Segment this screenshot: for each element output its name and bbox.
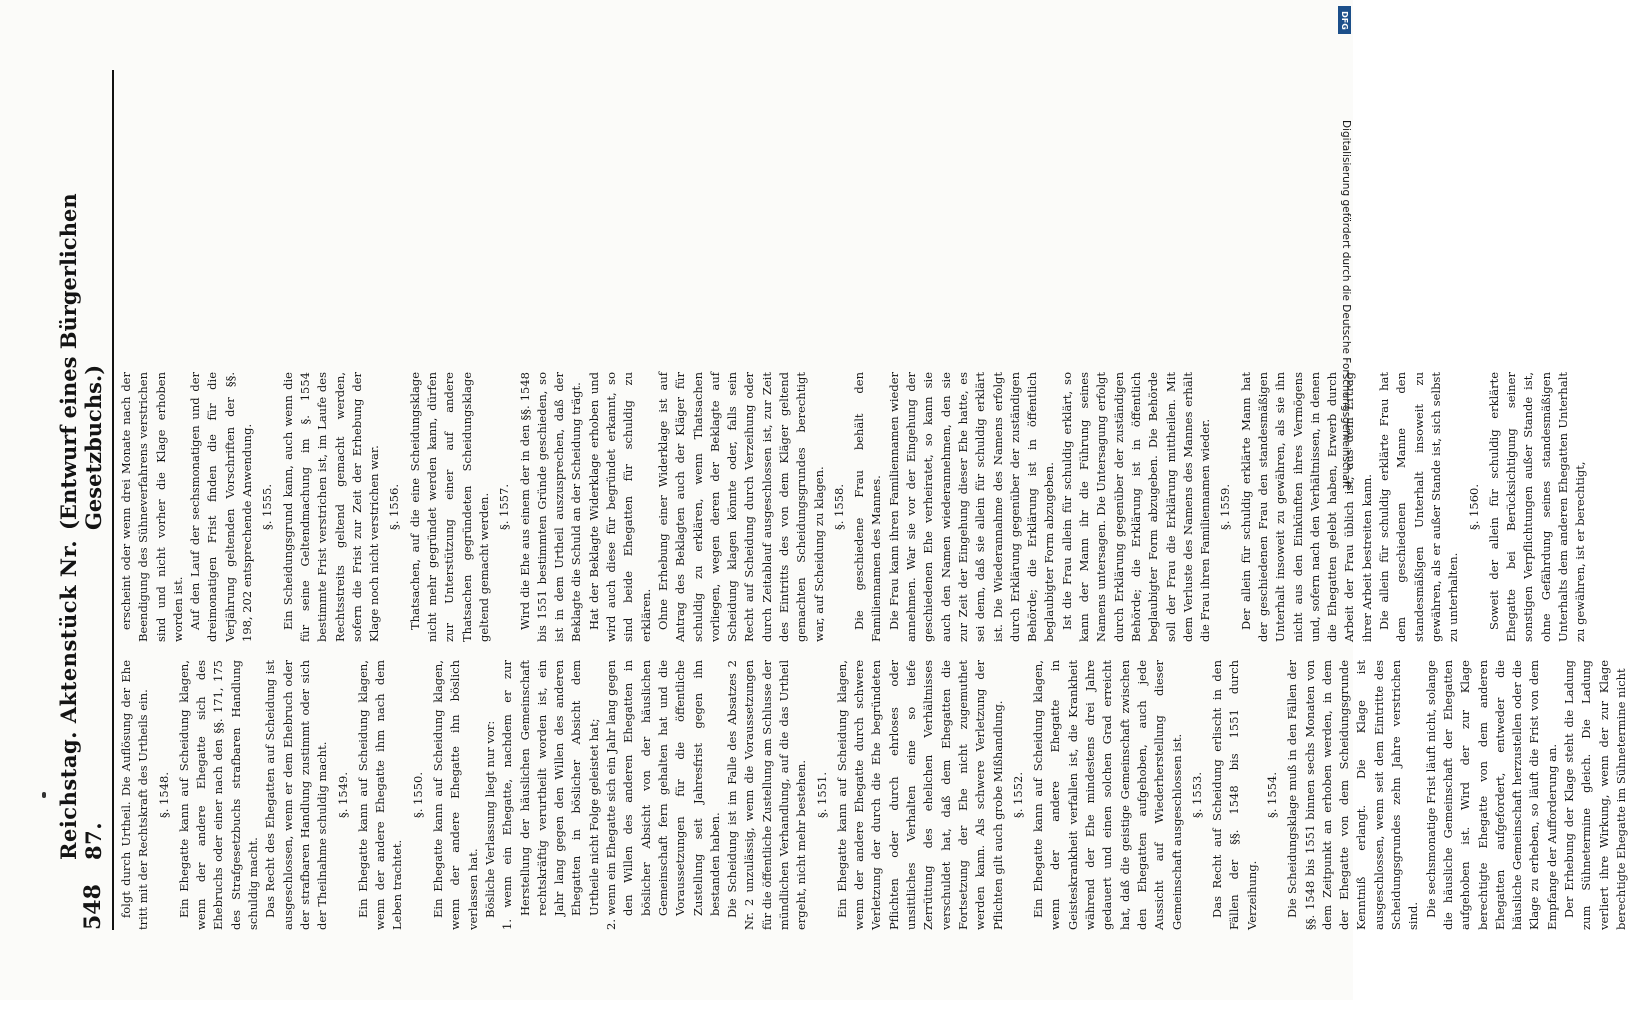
section-heading: §. 1555.: [260, 484, 275, 530]
paragraph: Ein Ehegatte kann auf Scheidung klagen, wenn der andere Ehegatte in Geisteskrankheit verfallen ist, die Krankheit während der Ehe mindestens drei Jahre gedauert und einen solchen Grad erreicht hat, daß die geistige Gemeinschaft zwischen den Ehegatten aufgehoben, auch jede Aussicht auf Wiederherstellung dieser Gemeinschaft ausgeschlossen ist.: [1031, 660, 1184, 930]
paragraph: Ein Scheidungsgrund kann, auch wenn die für seine Geltendmachung im §. 1554 bestimmte Frist verstrichen ist, im Laufe des Rechtsstreits geltend gemacht werden, sofern die Frist zur Zeit der Erhebung der Klage noch nicht verstrichen war.: [280, 372, 382, 642]
paragraph: Die Scheidungsklage muß in den Fällen der §§. 1548 bis 1551 binnen sechs Monaten von dem Zeitpunkt an erhoben werden, in dem der Ehegatte von dem Scheidungsgrunde Kenntniß erlangt. Die Klage ist ausgeschlossen, wenn seit dem Eintritte des Scheidungsgrundes zehn Jahre verstrichen sind.: [1285, 660, 1421, 930]
section-heading: §. 1560.: [1466, 484, 1481, 530]
paragraph: Wird die Ehe aus einem der in den §§. 1548 bis 1551 bestimmten Gründe geschieden, so ist in dem Urtheil auszusprechen, daß der Beklagte die Schuld an der Scheidung trägt.: [517, 372, 584, 642]
paragraph: Ein Ehegatte kann auf Scheidung klagen, wenn der andere Ehegatte sich des Ehebruchs oder einer nach den §§. 171, 175 des Strafgesetzbuchs strafbaren Handlung schuldig macht.: [176, 660, 261, 930]
paragraph: Hat der Beklagte Widerklage erhoben und wird auch diese für begründet erkannt, so sind beide Ehegatten für schuldig zu erklären.: [586, 372, 653, 642]
text-column-right: [118, 372, 1590, 642]
section-heading: §. 1551.: [814, 772, 829, 818]
paragraph: Ein Ehegatte kann auf Scheidung klagen, wenn der andere Ehegatte ihm nach dem Leben trachtet.: [355, 660, 405, 930]
section-heading: §. 1559.: [1218, 484, 1233, 530]
paragraph: Das Recht auf Scheidung erlischt in den Fällen der §§. 1548 bis 1551 durch Verzeihung.: [1210, 660, 1259, 930]
section-heading: §. 1548.: [156, 772, 171, 818]
digitization-note: [1334, 0, 1354, 1000]
paragraph: Das Recht des Ehegatten auf Scheidung ist ausgeschlossen, wenn er dem Ehebruch oder der strafbaren Handlung zustimmt oder sich der Theilnahme schuldig macht.: [263, 660, 330, 930]
section-heading: §. 1558.: [831, 484, 846, 530]
list-item: 2. wenn ein Ehegatte sich ein Jahr lang gegen den Willen des anderen Ehegatten in böslicher Absicht von der häuslichen Gemeinschaft fern gehalten hat und die Voraussetzungen für die öffentliche Zustellung seit Jahresfrist gegen ihn bestanden haben.: [604, 660, 722, 930]
page-number: 548: [80, 884, 106, 930]
paragraph: Soweit der allein für schuldig erklärte Ehegatte bei Berücksichtigung seiner sonstigen Verpflichtungen außer Stande ist, ohne Gefährdung seines standesmäßigen Unterhalts dem anderen Ehegatten Unterhalt zu gewähren, ist er berechtigt,: [1486, 372, 1588, 642]
list-item: 1. wenn ein Ehegatte, nachdem er zur Herstellung der häuslichen Gemeinschaft rechtskräftig verurtheilt worden ist, ein Jahr lang gegen den Willen des anderen Ehegatten in böslicher Absicht dem Urtheile nicht Folge geleistet hat;: [500, 660, 601, 930]
section-heading: §. 1554.: [1265, 772, 1279, 818]
paragraph: Bösliche Verlassung liegt nur vor:: [482, 720, 497, 918]
paragraph: Der Erhebung der Klage steht die Ladung zum Sühnetermine gleich. Die Ladung verliert ihre Wirkung, wenn der zur Klage berechtigte Ehegatte im Sühnetermine nicht: [1562, 660, 1628, 930]
scan-artifact-mark: [42, 792, 46, 798]
header-right-title: (Entwurf eines Bürgerlichen Gesetzbuchs.): [56, 193, 106, 530]
paragraph: Auf den Lauf der sechsmonatigen und der dreimonatigen Frist finden die für die Verjährung geltenden Vorschriften der §§. 198, 202 entsprechende Anwendung.: [188, 372, 255, 642]
paragraph: Die allein für schuldig erklärte Frau hat dem geschiedenen Manne den standesmäßigen Unterhalt insoweit zu gewähren, als er außer Stande ist, sich selbst zu unterhalten.: [1377, 372, 1461, 642]
paragraph: Ein Ehegatte kann auf Scheidung klagen, wenn der andere Ehegatte ihn böslich verlassen hat.: [431, 660, 480, 930]
paragraph: erscheint oder wenn drei Monate nach der Beendigung des Sühneverfahrens verstrichen sind und nicht vorher die Klage erhoben worden ist.: [119, 372, 185, 642]
paragraph: Ohne Erhebung einer Widerklage ist auf Antrag des Beklagten auch der Kläger für schuldig zu erklären, wenn Thatsachen vorliegen, wegen deren der Beklagte auf Scheidung klagen könnte oder, falls sein Recht auf Scheidung durch Verzeihung oder durch Zeitablauf ausgeschlossen ist, zur Zeit des Eintritts des von dem Kläger geltend gemachten Scheidungsgrundes berechtigt war, auf Scheidung zu klagen.: [655, 372, 826, 642]
dfg-logo-text: DFG: [1340, 10, 1350, 30]
section-heading: §. 1549.: [335, 772, 350, 818]
header-left-title: Reichstag. Aktenstück Nr. 87.: [56, 539, 106, 860]
section-heading: §. 1552.: [1010, 772, 1025, 818]
paragraph: Thatsachen, auf die eine Scheidungsklage nicht mehr gegründet werden kann, dürfen zur Unterstützung einer auf andere Thatsachen gegründeten Scheidungsklage geltend gemacht werden.: [407, 372, 491, 642]
text-column-left: [118, 660, 1630, 930]
paragraph: Die sechsmonatige Frist läuft nicht, solange die häusliche Gemeinschaft der Ehegatten aufgehoben ist. Wird der zur Klage berechtigte Ehegatte von dem anderen Ehegatten aufgefordert, entweder die häusliche Gemeinschaft herzustellen oder die Klage zu erheben, so läuft die Frist von dem Empfange der Aufforderung an.: [1423, 660, 1559, 930]
paragraph: Die Frau kann ihren Familiennamen wieder annehmen. War sie vor der Eingehung der geschiedenen Ehe verheiratet, so kann sie auch den Namen wiederannehmen, den sie zur Zeit der Eingehung dieser Ehe hatte, es sei denn, daß sie allein für schuldig erklärt ist. Die Wiederannahme des Namens erfolgt durch Erklärung gegenüber der zuständigen Behörde; die Erklärung ist in öffentlich beglaubigter Form abzugeben.: [886, 372, 1057, 642]
section-heading: §. 1556.: [387, 484, 402, 530]
paragraph: Ein Ehegatte kann auf Scheidung klagen, wenn der andere Ehegatte durch schwere Verletzung der durch die Ehe begründeten Pflichten oder durch ehrloses oder unsittliches Verhalten eine so tiefe Zerrüttung des ehelichen Verhältnisses verschuldet hat, daß dem Ehegatten die Fortsetzung der Ehe nicht zugemuthet werden kann. Als schwere Verletzung der Pflichten gilt auch grobe Mißhandlung.: [834, 660, 1005, 930]
paragraph: folgt durch Urtheil. Die Auflösung der Ehe tritt mit der Rechtskraft des Urtheils ein.: [119, 660, 151, 930]
page-header: [56, 70, 114, 930]
paragraph: Der allein für schuldig erklärte Mann hat der geschiedenen Frau den standesmäßigen Unterhalt insoweit zu gewähren, als sie ihn nicht aus den Einkünften ihres Vermögens und, sofern nach den Verhältnissen, in denen die Ehegatten gelebt haben, Erwerb durch Arbeit der Frau üblich ist, aus dem Ertrag ihrer Arbeit bestreiten kann.: [1238, 372, 1374, 642]
section-heading: §. 1557.: [497, 484, 512, 530]
section-heading: §. 1550.: [410, 772, 425, 818]
paragraph: Ist die Frau allein für schuldig erklärt, so kann der Mann ihr die Führung seines Namens untersagen. Die Untersagung erfolgt durch Erklärung gegenüber der zuständigen Behörde; die Erklärung ist in öffentlich beglaubigter Form abzugeben. Die Behörde soll der Frau die Erklärung mittheilen. Mit dem Verluste des Namens des Mannes erhält die Frau ihren Familiennamen wieder.: [1059, 372, 1213, 642]
paragraph: Die Scheidung ist im Falle des Absatzes 2 Nr. 2 unzulässig, wenn die Voraussetzungen für die öffentliche Zustellung am Schlusse der mündlichen Verhandlung, auf die das Urtheil ergeht, nicht mehr bestehen.: [725, 660, 809, 930]
paragraph: Die geschiedene Frau behält den Familiennamen des Mannes.: [852, 372, 884, 642]
section-heading: §. 1553.: [1189, 772, 1204, 818]
digitization-note-text: Digitalisierung gefördert durch die Deutsche Forschungsgemeinschaft: [1340, 120, 1352, 489]
